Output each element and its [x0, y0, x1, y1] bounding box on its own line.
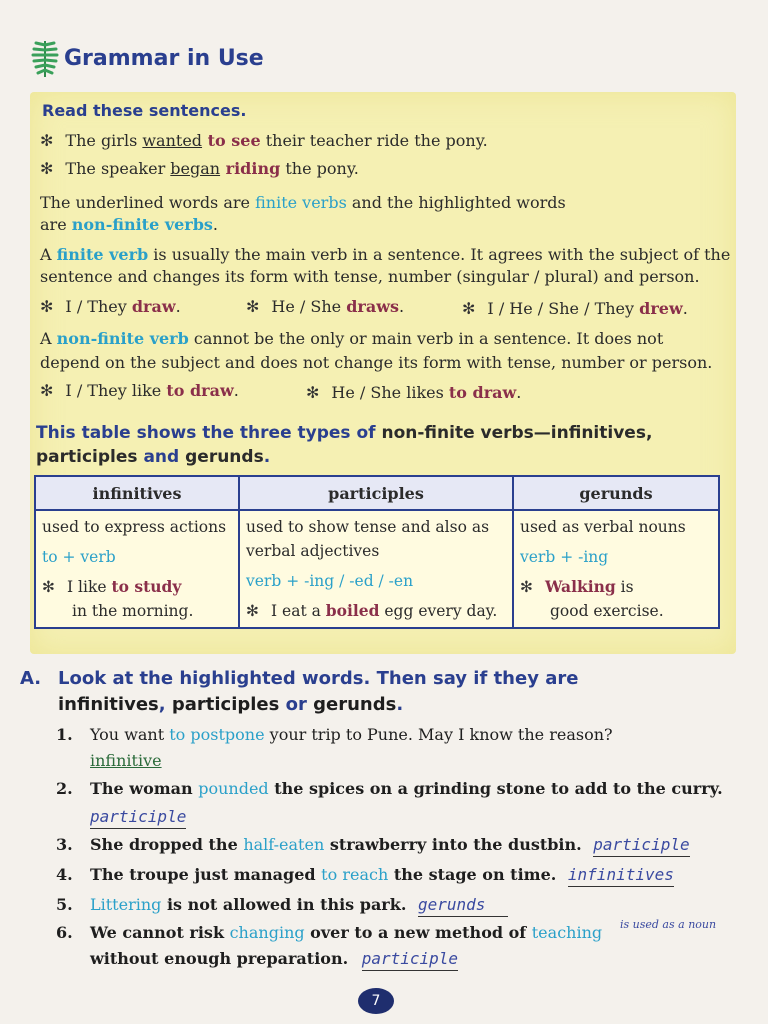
- fern-leaf-icon: [30, 37, 60, 79]
- table-intro-line-1: This table shows the three types of non-finite verbs—infinitives,: [36, 423, 653, 443]
- exercise-a-instructions: A. Look at the highlighted words. Then say if they are infinitives, participles or gerunds.: [20, 668, 579, 715]
- table-header-row: [35, 476, 719, 510]
- example-draw: ✻ I / They draw.: [40, 297, 181, 316]
- asterisk-icon: ✻: [462, 299, 476, 318]
- asterisk-icon: ✻: [40, 381, 54, 400]
- answer-5[interactable]: gerunds: [418, 894, 508, 917]
- col-header-infinitives: infinitives: [35, 476, 239, 510]
- non-finite-verbs-table: [34, 475, 720, 629]
- para-3-line-1: A non-finite verb cannot be the only or main verb in a sentence. It does not: [40, 329, 664, 348]
- para-2-line-2: sentence and changes its form with tense, number (singular / plural) and person.: [40, 267, 700, 286]
- question-6: 6. We cannot risk changing over to a new method of teaching: [56, 923, 603, 942]
- page-number: 7: [358, 988, 394, 1014]
- page-title: Grammar in Use: [64, 45, 264, 71]
- lesson-header: [30, 36, 264, 80]
- answer-4[interactable]: infinitives: [568, 864, 674, 887]
- asterisk-icon: ✻: [42, 578, 55, 596]
- question-4: 4. The troupe just managed to reach the stage on time. infinitives: [56, 864, 674, 887]
- example-likes-to-draw: ✻ He / She likes to draw.: [306, 383, 522, 402]
- answer-2[interactable]: participle: [90, 806, 186, 829]
- question-6-line-2: without enough preparation. participle: [90, 948, 458, 971]
- para-1-line-1: The underlined words are finite verbs and the highlighted words: [40, 193, 566, 212]
- handwritten-note: is used as a noun: [620, 918, 717, 931]
- example-drew: ✻ I / He / She / They drew.: [462, 299, 688, 318]
- example-like-to-draw: ✻ I / They like to draw.: [40, 381, 239, 400]
- col-header-participles: participles: [239, 476, 513, 510]
- para-2-line-1: A finite verb is usually the main verb in a sentence. It agrees with the subject of the: [40, 245, 731, 264]
- read-heading: Read these sentences.: [42, 101, 247, 120]
- asterisk-icon: ✻: [40, 297, 54, 316]
- para-1-line-2: are non-finite verbs.: [40, 215, 219, 234]
- col-header-gerunds: gerunds: [513, 476, 719, 510]
- question-1: 1. You want to postpone your trip to Pune. May I know the reason?: [56, 725, 613, 744]
- para-3-line-2: depend on the subject and does not change its form with tense, number or person.: [40, 353, 713, 372]
- answer-6[interactable]: participle: [362, 948, 458, 971]
- cell-gerunds: used as verbal nouns verb + -ing ✻ Walking is good exercise.: [513, 510, 719, 628]
- cell-participles: used to show tense and also as verbal adjectives verb + -ing / -ed / -en ✻ I eat a boiled egg every day.: [239, 510, 513, 628]
- question-5: 5. Littering is not allowed in this park. gerunds: [56, 894, 508, 917]
- asterisk-icon: ✻: [306, 383, 320, 402]
- question-3: 3. She dropped the half-eaten strawberry into the dustbin. participle: [56, 834, 690, 857]
- asterisk-icon: ✻: [246, 602, 259, 620]
- table-row: [35, 510, 719, 628]
- asterisk-icon: ✻: [40, 131, 54, 150]
- asterisk-icon: ✻: [520, 578, 533, 596]
- question-2: 2. The woman pounded the spices on a grinding stone to add to the curry.: [56, 779, 723, 798]
- table-intro-line-2: participles and gerunds.: [36, 447, 271, 467]
- example-draws: ✻ He / She draws.: [246, 297, 405, 316]
- asterisk-icon: ✻: [246, 297, 260, 316]
- cell-infinitives: used to express actions to + verb ✻ I like to study in the morning.: [35, 510, 239, 628]
- answer-3[interactable]: participle: [593, 834, 689, 857]
- sentence-1: ✻ The girls wanted to see their teacher ride the pony.: [40, 131, 488, 150]
- sentence-2: ✻ The speaker began riding the pony.: [40, 159, 359, 178]
- asterisk-icon: ✻: [40, 159, 54, 178]
- answer-1[interactable]: infinitive: [90, 751, 162, 770]
